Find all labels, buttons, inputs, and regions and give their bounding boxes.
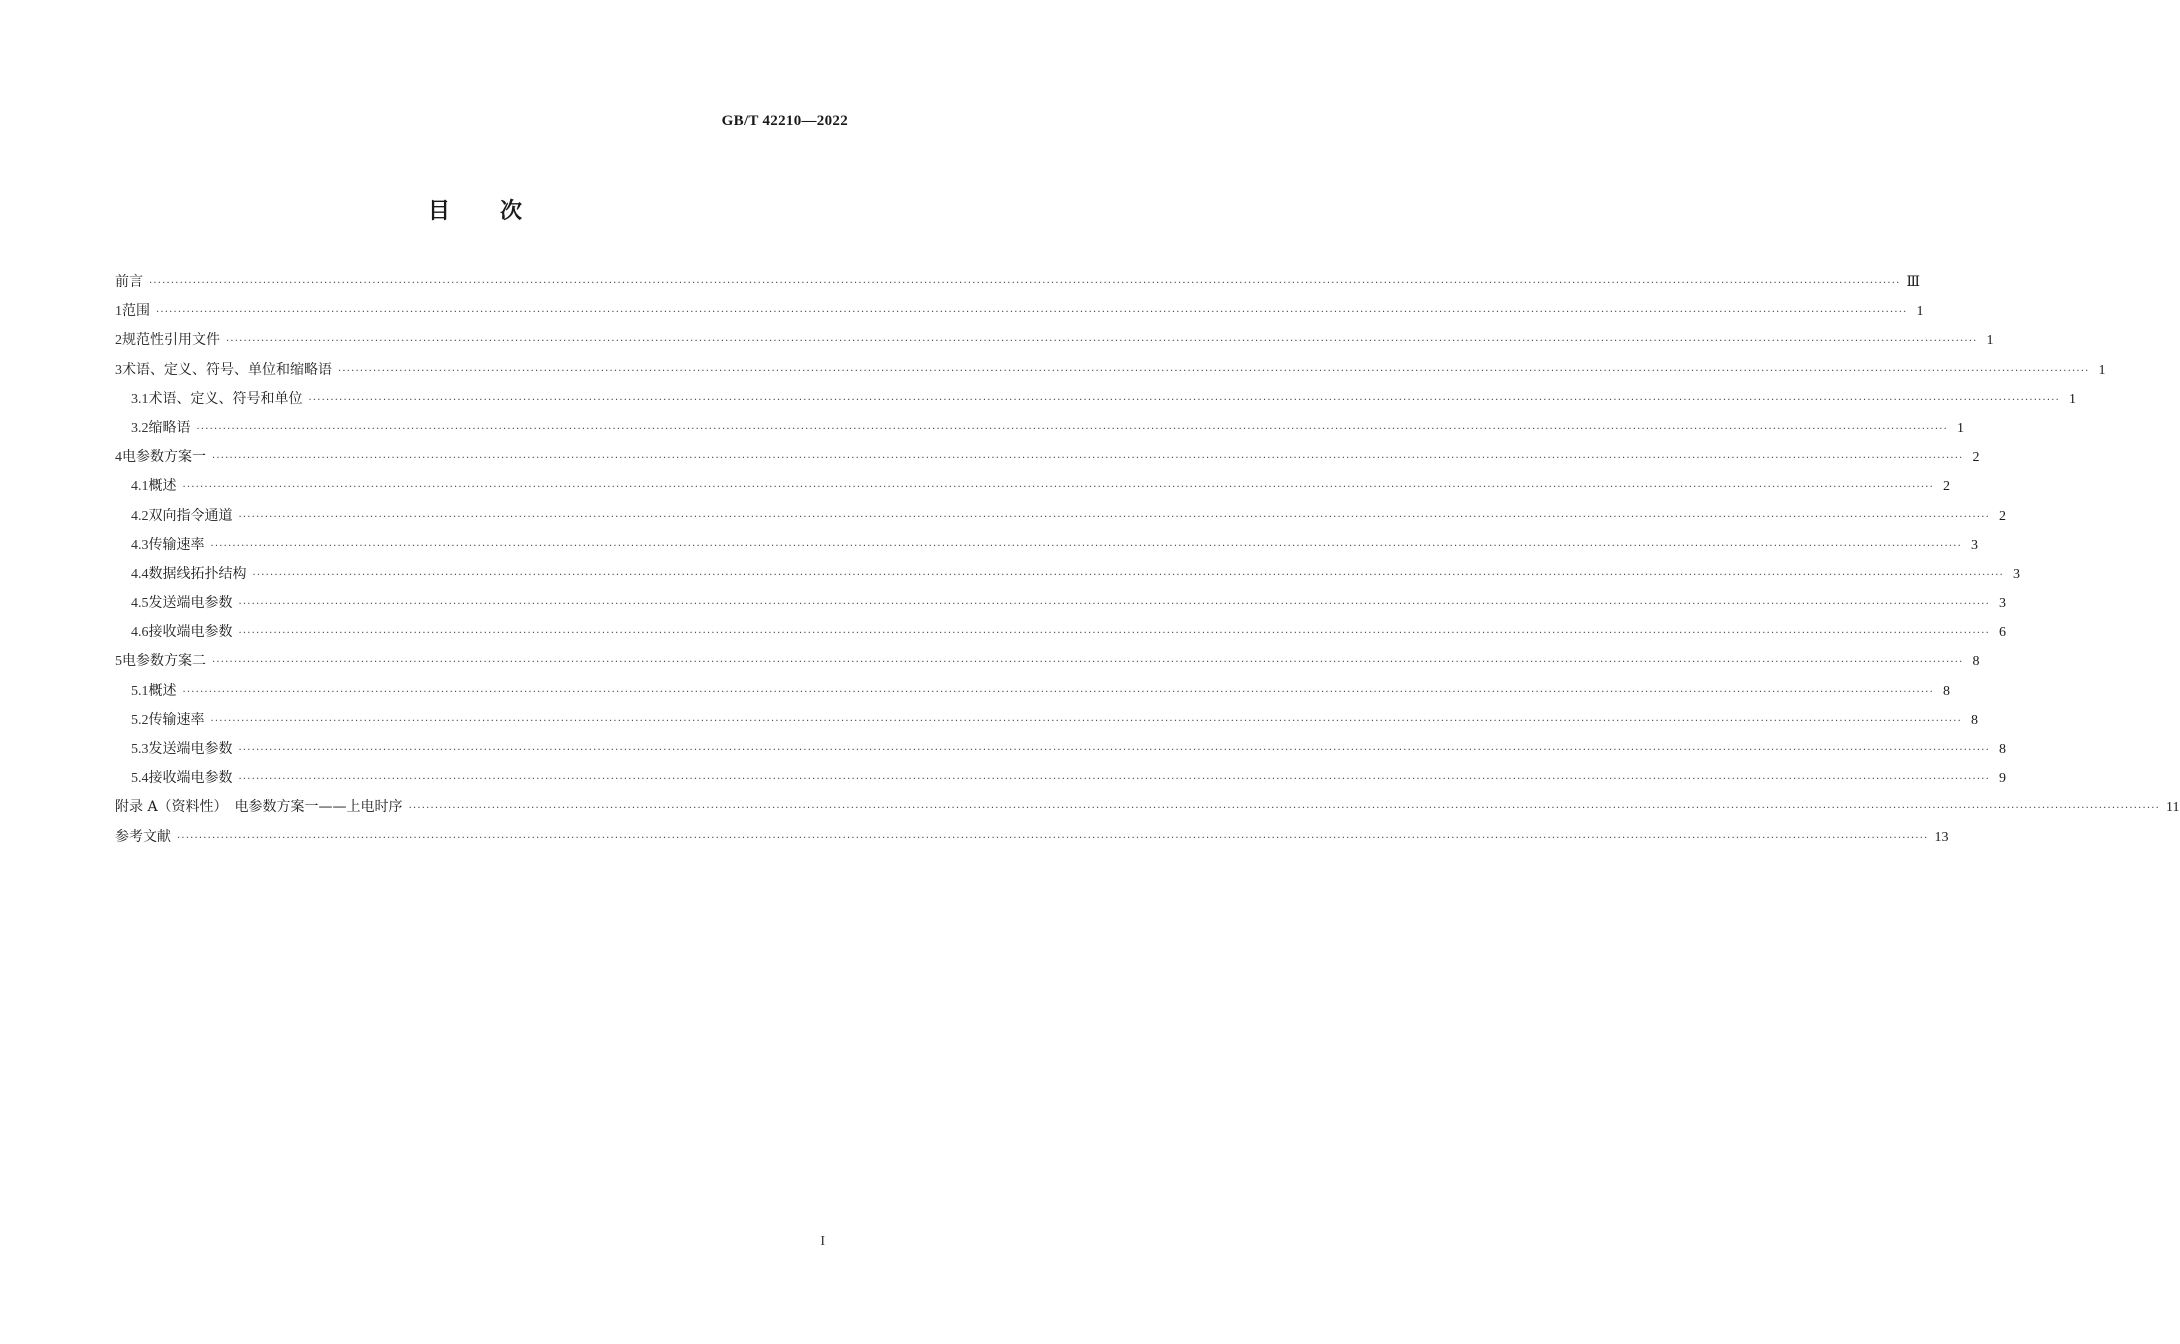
toc-entry[interactable] [115,764,2006,793]
dot-leader: ················································································································································································································································································································································································································ [308,394,2060,406]
toc-entry-page: 8 [1942,683,1950,699]
toc-entry[interactable] [115,589,2006,618]
toc-entry-label: 概述 [148,478,177,495]
toc-entry-label: 术语、定义、符号、单位和缩略语 [122,361,332,378]
toc-entry-label: 参考文献 [115,828,171,845]
dot-leader: ················································································································································································································································································································································································································ [182,686,1934,698]
toc-entry[interactable] [115,502,2006,531]
toc-entry-label: 术语、定义、符号和单位 [148,390,303,407]
toc-entry[interactable] [115,268,1920,297]
dot-leader: ················································································································································································································································································································································································································ [226,336,1978,348]
toc-entry[interactable] [115,297,1924,326]
toc-entry[interactable] [115,793,2180,822]
toc-entry[interactable] [115,823,1949,852]
toc-entry-label: 传输速率 [148,711,205,728]
dot-leader: ················································································································································································································································································································································································································ [149,278,1901,289]
toc-entry-label: 概述 [148,682,177,699]
dot-leader: ················································································································································································································································································································································································································ [196,423,1948,435]
toc-entry-label: 双向指令通道 [148,507,233,524]
toc-entry-label: 规范性引用文件 [122,332,220,349]
dot-leader: ················································································································································································································································································································································································································ [210,715,1962,727]
dot-leader: ················································································································································································································································································································································································································ [212,657,1964,669]
toc-entry-page: 11 [2166,800,2180,816]
dot-leader: ················································································································································································································································································································································································································ [238,774,1990,786]
toc-entry-number: 4.4 [131,566,149,582]
toc-entry-label: 附录 A（资料性） 电参数方案一——上电时序 [115,799,403,816]
toc-entry-number: 4.2 [131,508,149,524]
toc-entry-page: 2 [1942,479,1950,495]
toc-entry-number: 4.5 [131,596,149,612]
toc-entry-page: 1 [1956,420,1964,436]
toc-entry[interactable] [115,326,1994,355]
page-number: I [820,1234,825,1249]
toc-entry[interactable] [115,647,1980,676]
toc-entry-page: 1 [1986,333,1994,349]
toc-entry-number: 3.1 [131,391,149,407]
toc-entry-page: 13 [1934,829,1949,845]
standard-code: GB/T 42210—2022 [721,113,848,129]
toc-entry-label: 电参数方案二 [122,653,206,670]
toc-entry-page: 9 [1998,771,2006,787]
toc-entry-label: 接收端电参数 [148,624,233,641]
toc-entry-number: 3 [115,362,122,378]
toc-entry-page: 2 [1998,508,2006,524]
toc-entry-label: 缩略语 [148,419,191,436]
toc-entry-label: 传输速率 [148,536,205,553]
toc-entry[interactable] [115,706,1978,735]
toc-entry-label: 发送端电参数 [148,741,233,757]
dot-leader: ················································································································································································································································································································································································································ [182,482,1934,494]
toc-entry-number: 5 [115,654,122,670]
toc-entry-page: 1 [2098,362,2106,378]
toc-entry-label: 发送端电参数 [148,595,233,612]
toc-entry[interactable] [115,414,1964,443]
dot-leader: ················································································································································································································································································································································································································ [252,569,2004,581]
toc-entry-page: 8 [1970,712,1978,728]
toc-entry-number: 2 [115,333,122,349]
toc-entry-number: 4.6 [131,625,149,641]
toc-entry-number: 3.2 [131,420,149,436]
toc-entry[interactable] [115,385,2076,414]
toc-entry-number: 5.4 [131,771,149,787]
toc-entry-label: 范围 [122,303,150,320]
toc-entry[interactable] [115,677,1950,706]
toc-entry-page: 1 [1916,304,1924,320]
toc-entry-number: 5.1 [131,683,149,699]
toc-entry-page: 3 [1970,537,1978,553]
toc-entry-number: 5.3 [131,742,149,757]
toc-entry-label: 电参数方案一 [122,449,206,466]
toc-entry-number: 4 [115,450,122,466]
toc-entry[interactable] [115,356,2106,385]
table-of-contents [115,268,2180,852]
dot-leader: ················································································································································································································································································································································································································ [212,453,1964,465]
toc-entry-page: 3 [2012,566,2020,582]
toc-entry-page: 8 [1998,742,2006,757]
toc-entry-number: 4.1 [131,479,149,495]
dot-leader: ················································································································································································································································································································································································································ [238,511,1990,523]
toc-entry[interactable] [115,443,1980,472]
dot-leader: ················································································································································································································································································································································································································ [238,599,1990,611]
toc-entry-number: 1 [115,304,122,320]
toc-entry-page: 1 [2068,391,2076,407]
page-title: 目次 [427,199,572,224]
dot-leader: ················································································································································································································································································································································································································ [210,540,1962,552]
toc-entry-label: 数据线拓扑结构 [148,565,247,582]
toc-entry-number: 4.3 [131,537,149,553]
toc-entry[interactable] [115,472,1950,501]
toc-entry[interactable] [115,735,2006,764]
toc-entry-page: Ⅲ [1906,275,1920,290]
dot-leader: ················································································································································································································································································································································································································ [338,365,2090,377]
toc-entry[interactable] [115,531,1978,560]
toc-entry-number: 5.2 [131,712,149,728]
toc-entry-label: 接收端电参数 [148,770,233,787]
toc-entry-page: 6 [1998,625,2006,641]
toc-entry-page: 8 [1972,654,1980,670]
toc-entry-page: 3 [1998,596,2006,612]
dot-leader: ················································································································································································································································································································································································································ [238,745,1990,756]
dot-leader: ················································································································································································································································································································································································································ [238,628,1990,640]
toc-entry-label: 前言 [115,274,143,290]
dot-leader: ················································································································································································································································································································································································································ [177,832,1929,844]
toc-entry[interactable] [115,618,2006,647]
toc-entry-page: 2 [1972,450,1980,466]
dot-leader: ················································································································································································································································································································································································································ [408,803,2161,815]
toc-entry[interactable] [115,560,2020,589]
dot-leader: ················································································································································································································································································································································································································ [156,307,1908,319]
